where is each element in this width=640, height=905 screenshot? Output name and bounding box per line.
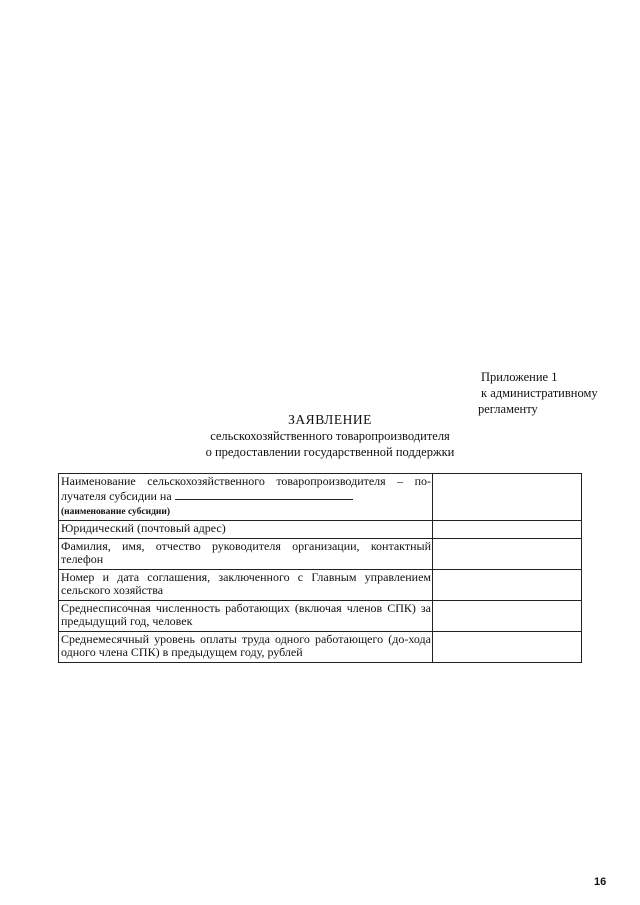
document-title: ЗАЯВЛЕНИЕ	[288, 412, 372, 427]
row-label-director-contact: Фамилия, имя, отчество руководителя организации, контактный телефон	[59, 538, 433, 569]
table-row	[59, 600, 582, 631]
appendix-reference	[478, 369, 628, 417]
subsidy-name-blank-line[interactable]	[175, 489, 353, 500]
row-label-avg-salary: Среднемесячный уровень оплаты труда одного работающего (до-хода одного члена СПК) в предыдущем году, рублей	[59, 631, 433, 662]
appendix-line-1: Приложение 1	[481, 370, 558, 384]
appendix-line-2: к административному	[481, 386, 598, 400]
row-value-director-contact[interactable]	[433, 538, 582, 569]
row-value-agreement[interactable]	[433, 569, 582, 600]
subsidy-name-caption: (наименование субсидии)	[61, 507, 171, 517]
table-row	[59, 474, 582, 521]
producer-name-label: Наименование сельскохозяйственного товаропроизводителя – по-лучателя субсидии на	[61, 474, 431, 503]
row-label-producer-name	[59, 474, 433, 521]
appendix-line-3: регламенту	[478, 402, 538, 416]
row-value-avg-salary[interactable]	[433, 631, 582, 662]
row-value-legal-address[interactable]	[433, 521, 582, 539]
document-heading	[160, 411, 500, 460]
row-label-legal-address: Юридический (почтовый адрес)	[59, 521, 433, 539]
document-subtitle-line-1: сельскохозяйственного товаропроизводителя	[210, 429, 450, 443]
row-value-headcount[interactable]	[433, 600, 582, 631]
row-value-producer-name[interactable]	[433, 474, 582, 521]
table-row	[59, 521, 582, 539]
row-label-headcount: Среднесписочная численность работающих (включая членов СПК) за предыдущий год, человек	[59, 600, 433, 631]
application-form-table	[58, 473, 582, 663]
page-number: 16	[594, 876, 607, 888]
table-row	[59, 569, 582, 600]
document-subtitle-line-2: о предоставлении государственной поддержки	[205, 445, 455, 459]
row-label-agreement: Номер и дата соглашения, заключенного с Главным управлением сельского хозяйства	[59, 569, 433, 600]
table-row	[59, 631, 582, 662]
table-row	[59, 538, 582, 569]
